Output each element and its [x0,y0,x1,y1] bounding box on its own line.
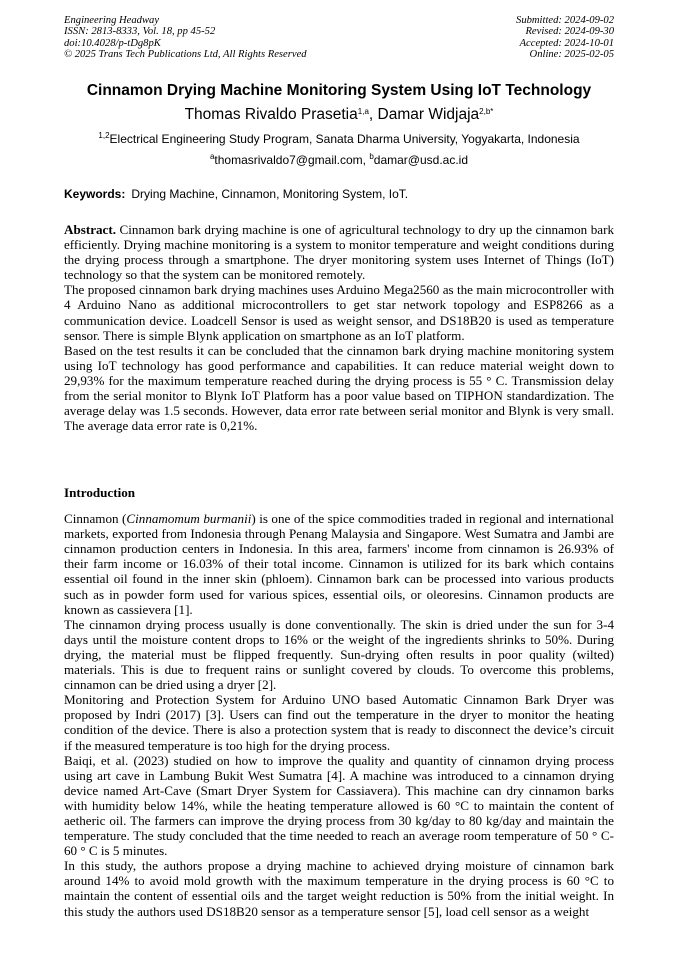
affil-sup: 1,2 [98,131,110,140]
keywords [64,187,408,201]
authors [0,106,678,124]
author-2-sup: 2,b* [479,107,494,116]
intro-p1-a: Cinnamon ( [64,511,127,527]
abstract [64,222,614,433]
intro-p4: Baiqi, et al. (2023) studied on how to improve the quality and quantity of cinnamon drying process using art cave in Lambung Bukit West Sumatra [4]. A machine was introduced to a cinnamon drying device named Art-Cave (Smart Dryer System for Cassiavera). This machine can dry cinnamon barks with humidity below 14%, while the heating temperature allowed is 60 °C to maintain the content of aetheric oil. The farmers can improve the drying process from 30 kg/day to 80 kg/day and maintain the temperature. The study concluded that the time needed to reach an average room temperature of 50 ° C-60 ° C is 5 minutes. [64,752,614,859]
introduction [64,485,614,919]
dates-info [516,15,614,61]
author-sep: , [368,106,378,123]
abstract-p1-text: Cinnamon bark drying machine is one of agricultural technology to dry up the cinnamon bark efficiently. Drying machine monitoring is a system to monitor temperature and weight conditions during the drying process through a smartphone. The dryer monitoring system uses Internet of Things (IoT) technology so that the system can be monitored remotely. [64,222,614,283]
online-date: Online: 2025-02-05 [529,49,614,61]
emails [0,153,678,167]
author-2: Damar Widjaja [377,106,480,123]
author-1-sup: 1,a [357,107,369,116]
journal-name: Engineering Headway [64,15,160,26]
submitted-date: Submitted: 2024-09-02 [516,15,614,26]
email-a-sup: a [209,152,215,161]
abstract-p2: The proposed cinnamon bark drying machines uses Arduino Mega2560 as the main microcontroller with 4 Arduino Nano as additional microcontrollers to get star network topology and ESP8266 as a communication device. Loadcell Sensor is used as weight sensor, and DS18B20 is used as temperature sensor. There is simple Blynk application on smartphone as an IoT platform. [64,282,614,343]
affil-text: Electrical Engineering Study Program, Sanata Dharma University, Yogyakarta, Indonesia [109,132,580,146]
abstract-label: Abstract. [64,222,116,237]
revised-date: Revised: 2024-09-30 [525,26,614,38]
accepted-date: Accepted: 2024-10-01 [519,37,614,49]
author-1: Thomas Rivaldo Prasetia [184,106,358,123]
keywords-text: Drying Machine, Cinnamon, Monitoring System, IoT. [131,187,409,201]
intro-p5: In this study, the authors propose a drying machine to achieved drying moisture of cinnamon bark around 14% to avoid mold growth with the maximum temperature in the drying process is 60 °C to maintain the content of essential oils and the target weight reduction is 50% from the initial weight. In this study the authors used DS18B20 sensor as a temperature sensor [5], load cell sensor as a weight [64,858,614,919]
email-a[interactable]: thomasrivaldo7@gmail.com, [214,153,370,167]
intro-p1-b: ) is one of the spice commodities traded in regional and international markets, exported from Indonesia through Penang Malaysia and Singapore. West Sumatra and Jambi are cinnamon production centers in Indonesia. In this area, farmers' income from cinnamon is 26.93% of their farm income or 16.03% of their total income. Cinnamon is utilized for its bark which contains essential oil found in the inner skin (phloem). Cinnamon bark can be processed into various products such as in powder form used for various spices, essential oils, or oleoresins. Cinnamon products are known as cassievera [1]. [64,511,614,617]
email-b-sup: b [369,152,374,161]
journal-info [64,15,307,61]
species-name: Cinnamomum burmanii [126,511,252,527]
intro-p2: The cinnamon drying process usually is done conventionally. The skin is dried under the sun for 3-4 days until the moisture content drops to 16% or the weight of the ingredients shrinks to 50%. During drying, the material must be flipped frequently. Sun-drying often results in poor quality (wilted) materials. This is due to frequent rains or sunlight covered by clouds. To overcome this problems, cinnamon can be dried using a dryer [2]. [64,616,614,693]
paper-title: Cinnamon Drying Machine Monitoring System Using IoT Technology [86,82,592,99]
intro-p3: Monitoring and Protection System for Arduino UNO based Automatic Cinnamon Bark Dryer was proposed by Indri (2017) [3]. Users can find out the temperature in the dryer to monitor the heating condition of the device. There is also a protection system that is ready to disconnect the device’s circuit if the measured temperature is too high for the drying process. [64,692,614,753]
issn: ISSN: 2813-8333, Vol. 18, pp 45-52 [64,26,216,38]
abstract-p1 [64,222,614,282]
intro-heading: Introduction [64,485,136,500]
intro-p1 [64,511,614,617]
abstract-p3: Based on the test results it can be concluded that the cinnamon bark drying machine monitoring system using IoT technology has good performance and capabilities. It can reduce material weight down to 29,93% for the maximum temperature reached during the drying process is 55 ° C. Transmission delay from the serial monitor to Blynk IoT Platform has a poor value based on TIPHON standardization. The average delay was 1.5 seconds. However, data error rate between serial monitor and Blynk is very small. The average data error rate is 0,21%. [64,342,614,434]
doi: doi:10.4028/p-tDg8pK [64,37,161,49]
keywords-label: Keywords: [64,187,126,201]
copyright: © 2025 Trans Tech Publications Ltd, All Rights Reserved [64,49,307,61]
email-b[interactable]: damar@usd.ac.id [373,153,469,167]
affiliation [0,132,678,146]
